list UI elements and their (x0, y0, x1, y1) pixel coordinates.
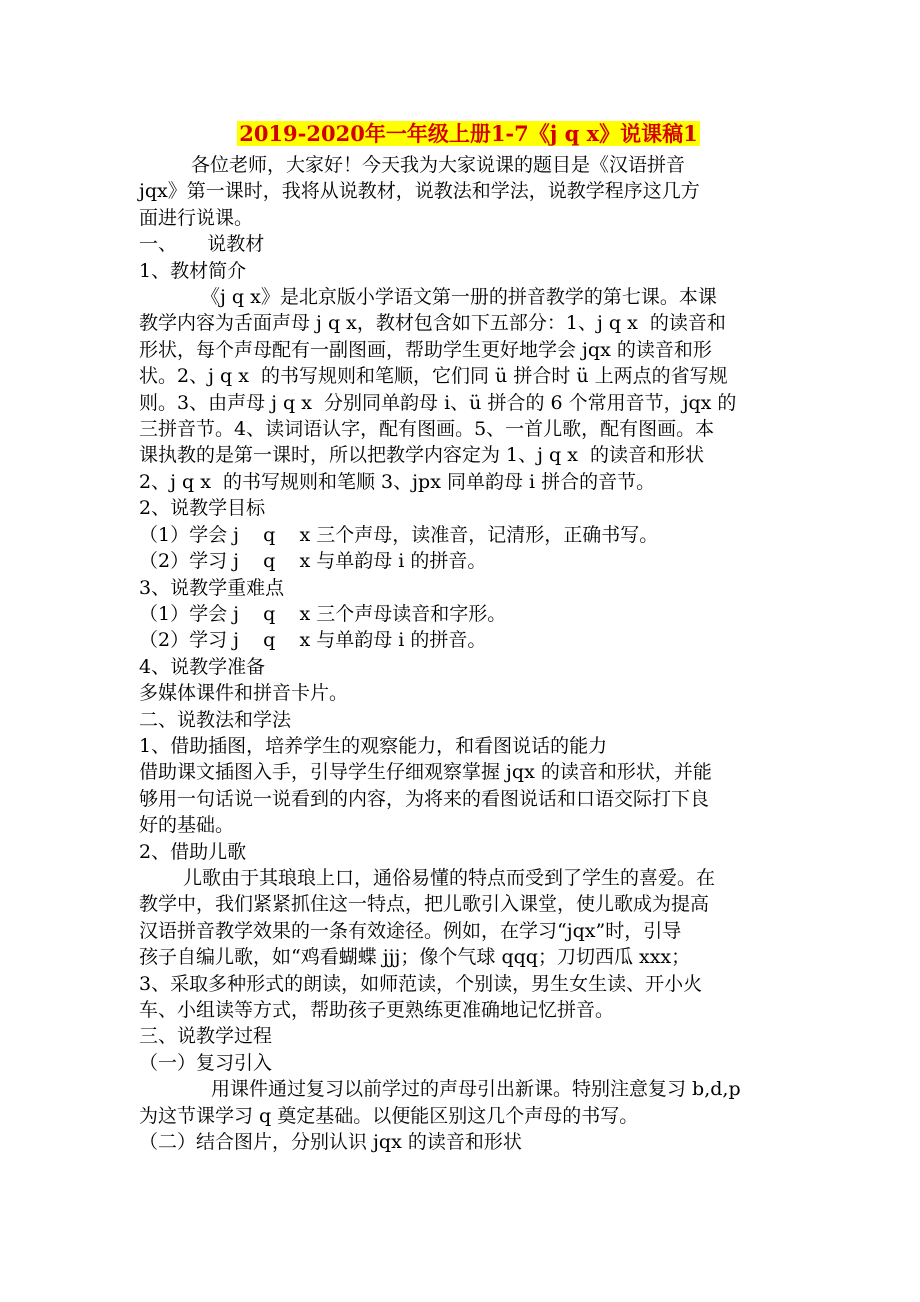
text-line: 教学内容为舌面声母 j q x，教材包含如下五部分：1、j q x 的读音和 (139, 312, 726, 335)
text-line: 3、采取多种形式的朗读，如师范读，个别读，男生女生读、开小火 (139, 972, 703, 995)
text-line: 状。2、j q x 的书写规则和笔顺，它们同 ü 拼合时 ü 上两点的省写规 (139, 365, 728, 388)
text-line: 教学中，我们紧紧抓住这一特点，把儿歌引入课堂，使儿歌成为提高 (139, 893, 710, 916)
subsection-heading: 1、借助插图，培养学生的观察能力，和看图说话的能力 (139, 734, 608, 757)
text-line: 为这节课学习 q 奠定基础。以便能区别这几个声母的书写。 (139, 1104, 639, 1127)
text-line: 儿歌由于其琅琅上口，通俗易懂的特点而受到了学生的喜爱。在 (183, 866, 716, 889)
list-item: （2）学习 j q x 与单韵母 i 的拼音。 (139, 550, 487, 573)
text-line: 则。3、由声母 j q x 分别同单韵母 i、ü 拼合的 6 个常用音节，jqx 的 (139, 391, 737, 414)
text-line: jqx》第一课时，我将从说教材，说教法和学法，说教学程序这几方 (139, 180, 700, 203)
subsection-heading: 3、说教学重难点 (139, 576, 285, 599)
text-line: 面进行说课。 (139, 206, 254, 229)
text-line: 各位老师，大家好！今天我为大家说课的题目是《汉语拼音 (191, 154, 686, 176)
text-line: 用课件通过复习以前学过的声母引出新课。特别注意复习 b,d,p (211, 1078, 741, 1101)
text-line: 好的基础。 (139, 814, 235, 837)
text-line: 三拼音节。4、读词语认字，配有图画。5、一首儿歌，配有图画。本 (139, 418, 715, 441)
document-title: 2019-2020年一年级上册1-7《j q x》说课稿1 (239, 121, 698, 146)
subsection-heading: 4、说教学准备 (139, 655, 266, 678)
section-heading: 三、说教学过程 (139, 1025, 273, 1048)
list-item: （1）学会 j q x 三个声母读音和字形。 (139, 602, 507, 625)
text-line: 够用一句话说一说看到的内容，为将来的看图说话和口语交际打下良 (139, 787, 710, 810)
section-heading: 一、 说教材 (139, 233, 265, 256)
text-line: 借助课文插图入手，引导学生仔细观察掌握 jqx 的读音和形状，并能 (139, 761, 712, 784)
subsection-heading: 2、借助儿歌 (139, 840, 247, 863)
text-line: 《j q x》是北京版小学语文第一册的拼音教学的第七课。本课 (201, 286, 717, 309)
text-line: 多媒体课件和拼音卡片。 (139, 682, 349, 705)
text-line: 孩子自编儿歌，如“鸡看蝴蝶 jjj；像个气球 qqq；刀切西瓜 xxx； (139, 946, 691, 969)
list-item: （2）学习 j q x 与单韵母 i 的拼音。 (139, 629, 487, 652)
text-line: 形状，每个声母配有一副图画，帮助学生更好地学会 jqx 的读音和形 (139, 338, 712, 361)
list-item: （1）学会 j q x 三个声母，读准音，记清形，正确书写。 (139, 523, 659, 546)
subsection-heading: （二）结合图片，分别认识 jqx 的读音和形状 (139, 1131, 522, 1154)
text-line: 汉语拼音教学效果的一条有效途径。例如，在学习“jqx”时，引导 (139, 919, 682, 942)
section-heading: 二、说教法和学法 (139, 708, 292, 731)
subsection-heading: 2、说教学目标 (139, 497, 266, 520)
subsection-heading: 1、教材简介 (139, 259, 247, 282)
text-line: 车、小组读等方式，帮助孩子更熟练更准确地记忆拼音。 (139, 999, 615, 1021)
text-line: 课执教的是第一课时，所以把教学内容定为 1、j q x 的读音和形状 (139, 444, 705, 467)
text-line: 2、j q x 的书写规则和笔顺 3、jpx 同单韵母 i 拼合的音节。 (139, 470, 656, 493)
subsection-heading: （一）复习引入 (139, 1051, 273, 1074)
